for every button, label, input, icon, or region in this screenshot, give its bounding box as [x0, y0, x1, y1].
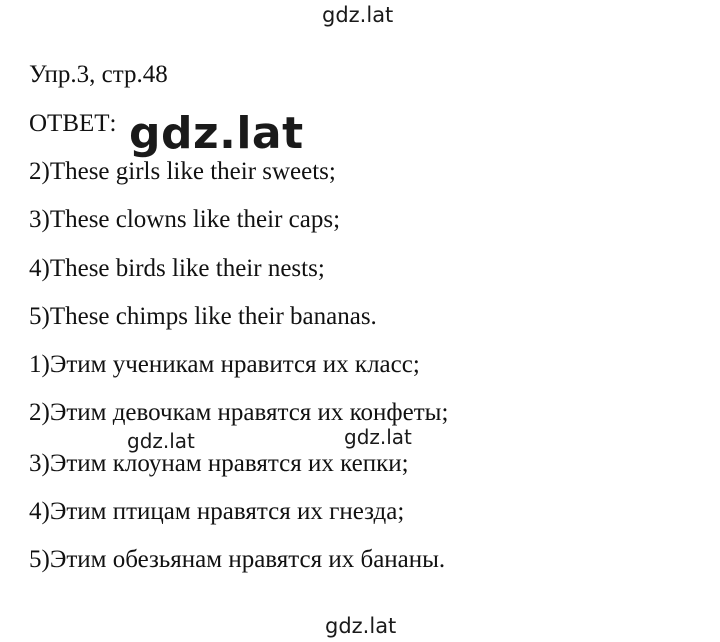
english-line-2: 2)These girls like their sweets; — [29, 158, 336, 185]
watermark-bottom: gdz.lat — [325, 614, 397, 638]
watermark-top: gdz.lat — [322, 3, 394, 27]
russian-line-1: 1)Этим ученикам нравится их класс; — [29, 351, 420, 378]
russian-line-2: 2)Этим девочкам нравятся их конфеты; — [29, 399, 449, 426]
watermark-middle-left: gdz.lat — [127, 429, 195, 453]
watermark-big: gdz.lat — [129, 108, 304, 159]
english-line-4: 4)These birds like their nests; — [29, 255, 325, 282]
watermark-middle-right: gdz.lat — [344, 425, 412, 449]
exercise-header: Упр.3, стр.48 — [29, 61, 168, 88]
russian-line-4: 4)Этим птицам нравятся их гнезда; — [29, 498, 405, 525]
english-line-5: 5)These chimps like their bananas. — [29, 303, 377, 330]
russian-line-3: 3)Этим клоунам нравятся их кепки; — [29, 450, 409, 477]
russian-line-5: 5)Этим обезьянам нравятся их бананы. — [29, 546, 446, 573]
english-line-3: 3)These clowns like their caps; — [29, 206, 341, 233]
answer-label: ОТВЕТ: — [29, 110, 117, 137]
